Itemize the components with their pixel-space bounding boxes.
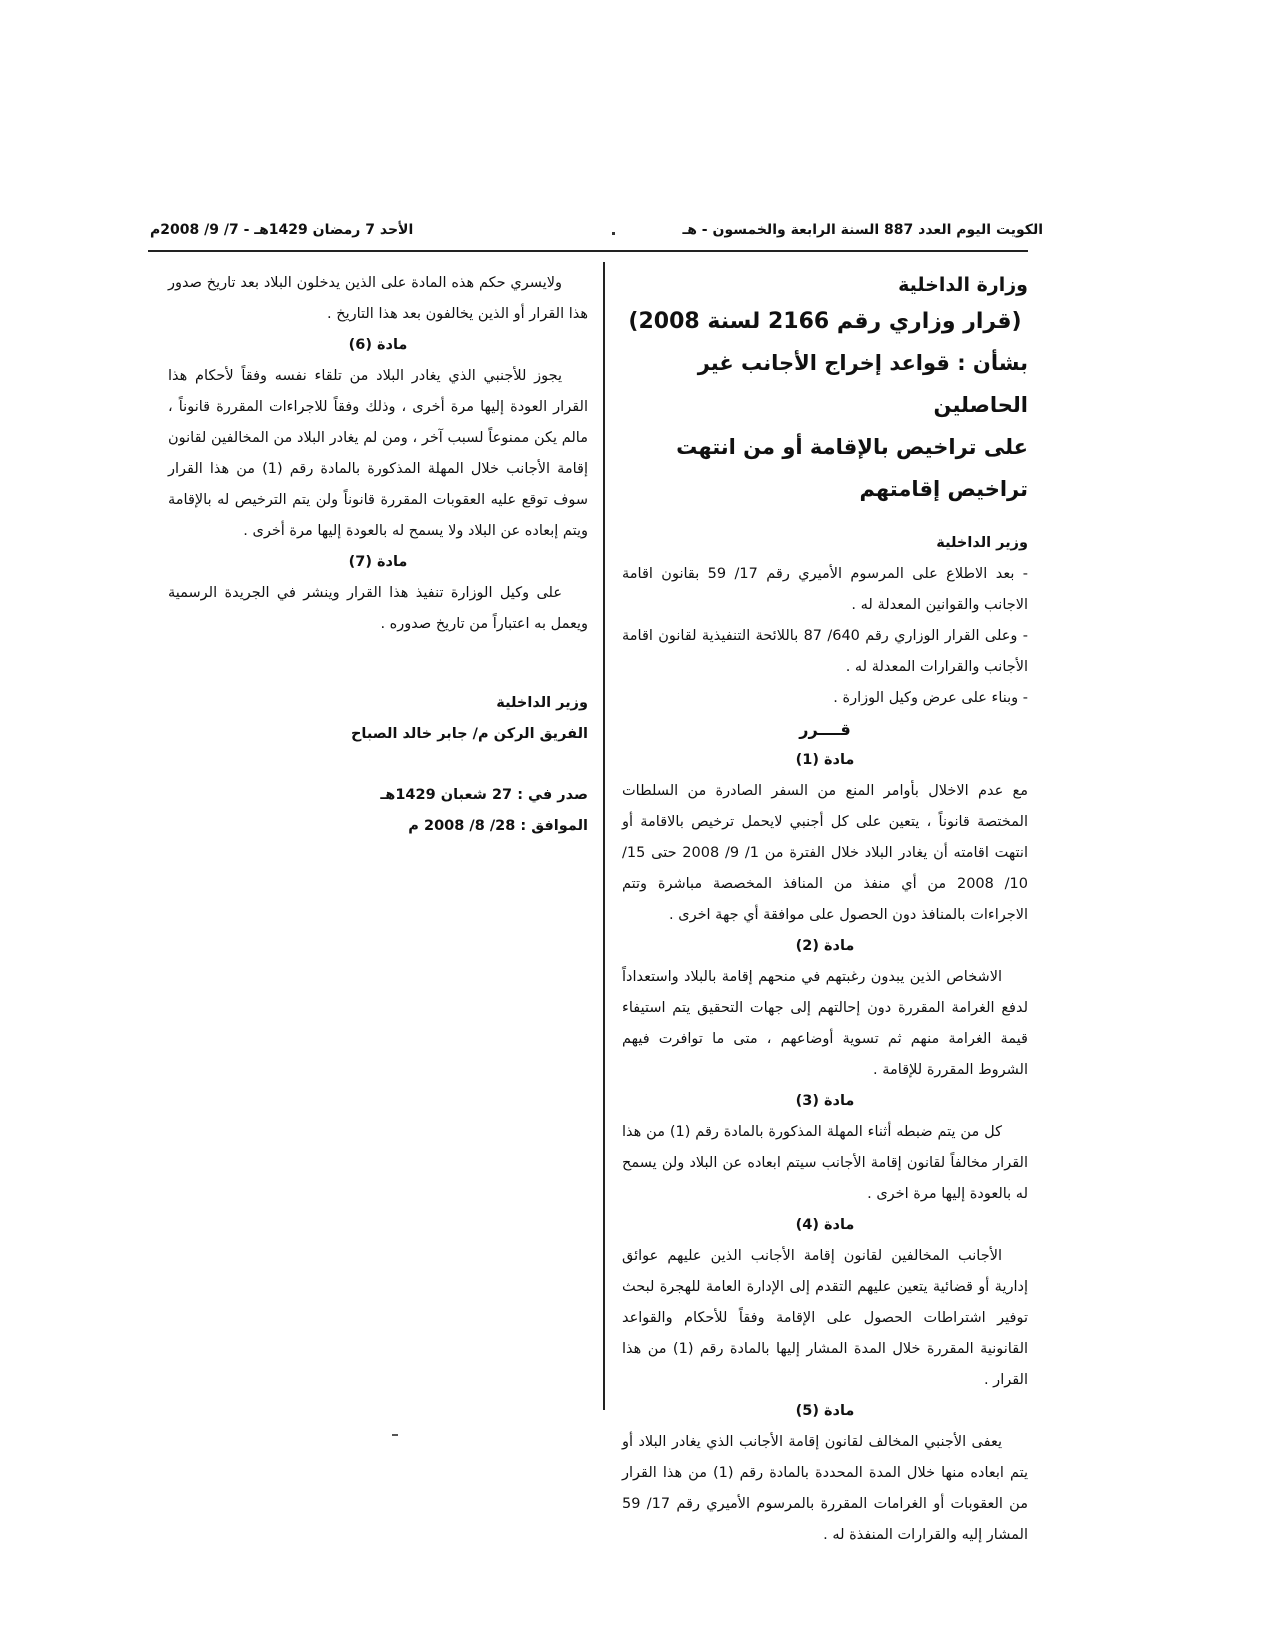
article-text: يعفى الأجنبي المخالف لقانون إقامة الأجانب الذي يغادر البلاد أو يتم ابعاده منها خلال المدة المحددة بالمادة رقم (1) من هذا القرار من العقوبات أو الغرامات المقررة بالمرسوم الأميري رقم 17/ 59 المشار إليه والقرارات المنفذة له . [622, 1434, 1029, 1543]
issue-date-hijri: صدر في : 27 شعبان 1429هـ [380, 787, 588, 803]
header-rule [148, 250, 1028, 252]
article-text: الاشخاص الذين يبدون رغبتهم في منحهم إقامة بالبلاد واستعداداً لدفع الغرامة المقررة دون إحالتهم إلى جهات التحقيق يتم استيفاء قيمة الغرامة منهم ثم تسوية أوضاعهم ، متى ما توافرت فيهم الشروط المقررة للإقامة . [622, 969, 1028, 1078]
decided-heading: قــــرر [799, 720, 851, 739]
column-divider [603, 262, 605, 1410]
signature-title: وزير الداخلية [496, 695, 588, 711]
article-5-continuation: ولايسري حكم هذه المادة على الذين يدخلون البلاد بعد تاريخ صدور هذا القرار أو الذين يخالفون بعد هذا التاريخ . [168, 275, 588, 322]
ministry-heading: وزارة الداخلية [898, 274, 1028, 296]
article-text: كل من يتم ضبطه أثناء المهلة المذكورة بالمادة رقم (1) من هذا القرار مخالفاً لقانون إقامة الأجانب سيتم ابعاده عن البلاد ولن يسمح له بالعودة إليها مرة اخرى . [622, 1124, 1028, 1202]
preamble-item: - وبناء على عرض وكيل الوزارة . [833, 690, 1028, 706]
article-text: مع عدم الاخلال بأوامر المنع من السفر الصادرة من السلطات المختصة قانوناً ، يتعين على كل أجنبي لايحمل ترخيص بالاقامة أو انتهت اقامته أن يغادر البلاد خلال الفترة من 1/ 9/ 2008 حتى 15/ 10/ 2008 من أي منفذ من المنافذ المخصصة مباشرة وتتم الاجراءات بالمنافذ دون الحصول على موافقة أي جهة اخرى . [622, 783, 1028, 923]
article-heading: مادة (5) [795, 1403, 855, 1419]
article-heading: مادة (2) [795, 938, 855, 954]
left-column [168, 268, 588, 842]
article-heading: مادة (3) [795, 1093, 855, 1109]
subject-line-2: على تراخيص بالإقامة أو من انتهت تراخيص إقامتهم [676, 435, 1028, 501]
issue-date-gregorian: الموافق : 28/ 8/ 2008 م [408, 818, 588, 834]
preamble-item: - بعد الاطلاع على المرسوم الأميري رقم 17/ 59 بقانون اقامة الاجانب والقوانين المعدلة له . [622, 566, 1028, 613]
right-column [622, 268, 1028, 1551]
preamble-item: - وعلى القرار الوزاري رقم 640/ 87 باللائحة التنفيذية لقانون اقامة الأجانب والقرارات المعدلة له . [622, 628, 1028, 675]
subject-line-1: بشأن : قواعد إخراج الأجانب غير الحاصلين [697, 351, 1028, 417]
article-heading: مادة (6) [348, 337, 408, 353]
scan-mark [392, 1434, 398, 1436]
article-heading: مادة (4) [795, 1217, 855, 1233]
header-issue-info: الكويت اليوم العدد 887 السنة الرابعة والخمسون - هـ [682, 222, 1043, 238]
header-date: الأحد 7 رمضان 1429هـ - 7/ 9/ 2008م [150, 222, 414, 238]
article-heading: مادة (1) [795, 752, 855, 768]
article-heading: مادة (7) [348, 554, 408, 570]
minister-label: وزير الداخلية [936, 535, 1028, 551]
signature-name: الفريق الركن م/ جابر خالد الصباح [350, 726, 588, 742]
article-text: على وكيل الوزارة تنفيذ هذا القرار وينشر في الجريدة الرسمية ويعمل به اعتباراً من تاريخ صدوره . [168, 585, 588, 632]
article-text: الأجانب المخالفين لقانون إقامة الأجانب الذين عليهم عوائق إدارية أو قضائية يتعين عليهم التقدم إلى الإدارة العامة للهجرة لبحث توفير اشتراطات الحصول على الإقامة وفقاً للأحكام والقواعد القانونية المقررة خلال المدة المشار إليها بالمادة رقم (1) من هذا القرار . [622, 1248, 1029, 1388]
decision-title: (قرار وزاري رقم 2166 لسنة 2008) [628, 309, 1022, 334]
scan-speck [612, 232, 615, 235]
article-text: يجوز للأجنبي الذي يغادر البلاد من تلقاء نفسه وفقاً لأحكام هذا القرار العودة إليها مرة أخرى ، وذلك وفقاً للاجراءات المقررة قانوناً ، مالم يكن ممنوعاً لسبب آخر ، ومن لم يغادر البلاد من المخالفين لقانون إقامة الأجانب خلال المهلة المذكورة بالمادة رقم (1) من هذا القرار سوف توقع عليه العقوبات المقررة قانوناً ولن يتم الترخيص له بالإقامة ويتم إبعاده عن البلاد ولا يسمح له بالعودة إليها مرة أخرى . [168, 368, 589, 539]
